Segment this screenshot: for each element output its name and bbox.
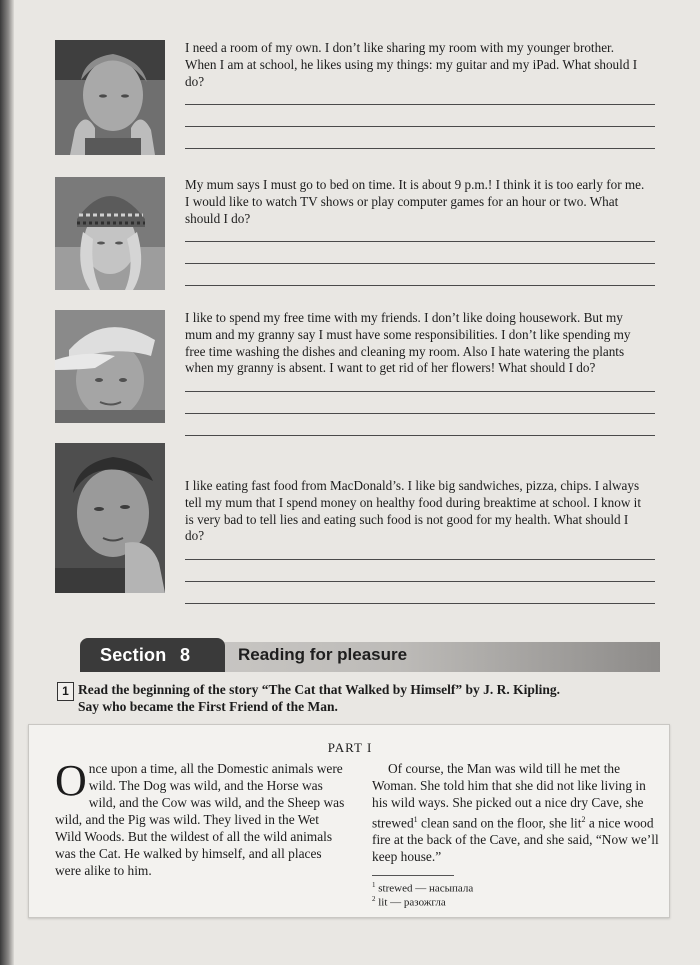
entry-2 [185,177,645,286]
answer-line[interactable] [185,581,655,582]
answer-line[interactable] [185,104,655,105]
entry-3 [185,310,645,436]
task-line1-post: by J. R. Kipling. [462,682,561,697]
girl-knitted-hat-image [55,177,165,290]
answer-line[interactable] [185,559,655,560]
boy-in-cap-image [55,310,165,423]
task-story-name: “The Cat that Walked by Himself” [261,682,463,697]
girl-chin-on-hands-image [55,40,165,155]
story-left-column [55,756,345,879]
footnote-2-mark: 2 [372,895,376,903]
answer-line[interactable] [185,148,655,149]
story-right-text-c: a nice wood fire at the back of the Cave, and she said, “Now we’ll keep house.” [372,815,659,865]
entry-4-text: I like eating fast food from MacDonald’s. I like big sandwiches, pizza, chips. I always tell my mum that I spend money on healthy food during breaktime at school. I know it is very bad to tell lies and eating such food is not good for my health. What should I do? [185,478,641,544]
footnote-divider [372,875,454,876]
book-spine-shadow [0,0,14,965]
answer-line[interactable] [185,263,655,264]
story-right-text-b: clean sand on the floor, she lit [417,815,582,831]
section-label: Section [100,645,167,665]
entry-1-text: I need a room of my own. I don’t like sharing my room with my younger brother. When I am at school, he likes using my things: my guitar and my iPad. What should I do? [185,40,638,89]
story-right-column [372,760,664,865]
task-line2: Say who became the First Friend of the Man. [78,699,338,714]
story-left-text: nce upon a time, all the Domestic animals were wild. The Dog was wild, and the Horse was wild, and the Cow was wild, and the Sheep was wild, and the Pig was wild. They lived in the Wet Wild Woods. But the wildest of all the wild animals was the Cat. He walked by himself, and all places were alike to him. [55,761,345,878]
section-number: 8 [180,645,191,665]
entry-3-text: I like to spend my free time with my friends. I don’t like doing housework. But my mum and my granny say I must have some responsibilities. I don’t like spending my free time washing the dishes and cleaning my room. Also I hate watering the plants when my granny is absent. I want to get rid of her flowers! What should I do? [185,310,631,376]
entry-4 [185,478,645,604]
exercise-task [78,681,668,715]
photo-boy-in-cap [55,310,165,423]
section-title: Reading for pleasure [238,645,408,664]
footnote-1-mark: 1 [372,881,376,889]
entry-2-text: My mum says I must go to bed on time. It is about 9 p.m.! I think it is too early for me. I would like to watch TV shows or play computer games for an hour or two. What should I do? [185,177,645,226]
answer-line[interactable] [185,241,655,242]
answer-line[interactable] [185,413,655,414]
story-right-text-a: Of course, the Man was wild till he met the Woman. She told him that she did not like living in his wild ways. She picked out a nice dry Cave, she strewed [372,761,646,831]
entry-1 [185,40,645,149]
answer-line[interactable] [185,391,655,392]
footnote-1-text: strewed — насыпала [378,882,474,895]
task-line1-pre: Read the beginning of the story [78,682,262,697]
photo-boy-head-on-hand [55,443,165,593]
footnote-ref-2: 2 [581,815,586,824]
footnote-2-text: lit — разожгла [378,896,446,909]
photo-girl-chin-on-hands [55,40,165,155]
footnote-2 [372,893,446,910]
photo-girl-knitted-hat [55,177,165,290]
answer-line[interactable] [185,435,655,436]
answer-line[interactable] [185,285,655,286]
story-part-title: PART I [327,740,373,755]
answer-line[interactable] [185,603,655,604]
drop-cap: O [55,756,87,805]
exercise-number: 1 [57,682,74,701]
answer-line[interactable] [185,126,655,127]
footnote-ref-1: 1 [413,815,418,824]
boy-head-on-hand-image [55,443,165,593]
